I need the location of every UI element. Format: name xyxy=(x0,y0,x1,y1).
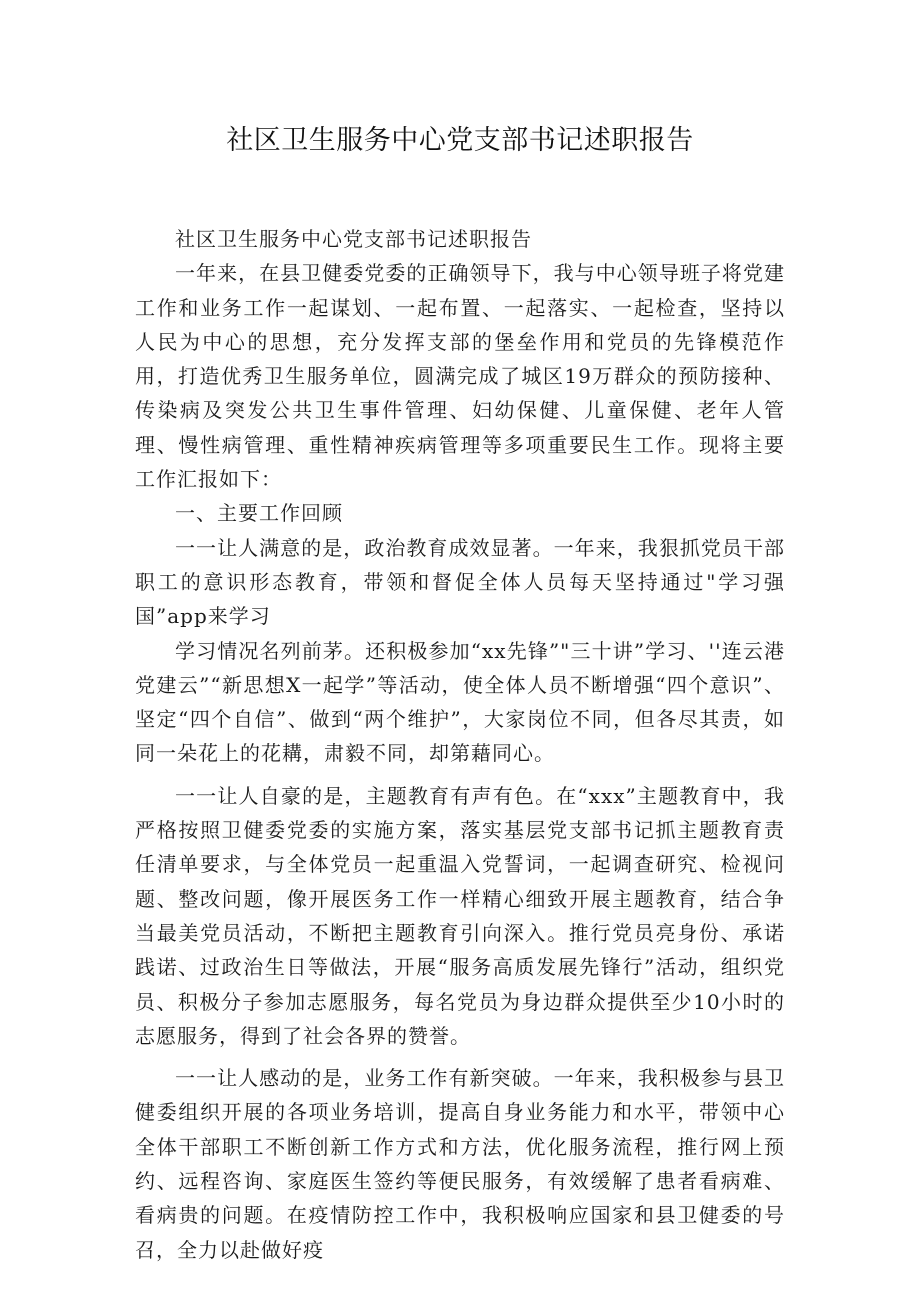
subtitle-paragraph: 社区卫生服务中心党支部书记述职报告 xyxy=(175,227,532,251)
body-paragraph: 学习情况名列前茅。还积极参加“xx先锋”"三十讲”学习、''连云港党建云”“新思想X一起学”等活动，使全体人员不断增强“四个意识”、坚定“四个自信”、做到“两个维护”，大家岗位不同，但各尽其责，如同一朵花上的花耩，肃毅不同，却第藉同心。 xyxy=(135,638,785,766)
document-title: 社区卫生服务中心党支部书记述职报告 xyxy=(226,125,694,156)
document-body xyxy=(135,222,785,1267)
body-paragraph: 一一让人自豪的是，主题教育有声有色。在“xxx”主题教育中，我严格按照卫健委党委的实施方案，落实基层党支部书记抓主题教育责任清单要求，与全体党员一起重温入党誓词，一起调查研究、检视问题、整改问题，像开展医务工作一样精心细致开展主题教育，结合争当最美党员活动，不断把主题教育引向深入。推行党员亮身份、承诺践诺、过政治生日等做法，开展“服务高质发展先锋行”活动，组织党员、积极分子参加志愿服务，每名党员为身边群众提供至少10小时的志愿服务，得到了社会各界的赞誉。 xyxy=(135,783,785,1048)
body-paragraph: 一一让人感动的是，业务工作有新突破。一年来，我积极参与县卫健委组织开展的各项业务培训，提高自身业务能力和水平，带领中心全体干部职工不断创新工作方式和方法，优化服务流程，推行网上预约、远程咨询、家庭医生签约等便民服务，有效缓解了患者看病难、看病贵的问题。在疫情防控工作中，我积极响应国家和县卫健委的号召，全力以赴做好疫 xyxy=(135,1066,785,1262)
body-paragraph: 一一让人满意的是，政治教育成效显著。一年来，我狠抓党员干部职工的意识形态教育，带领和督促全体人员每天坚持通过"学习强国”app来学习 xyxy=(135,535,785,629)
intro-paragraph: 一年来，在县卫健委党委的正确领导下，我与中心领导班子将党建工作和业务工作一起谋划、一起布置、一起落实、一起检查，坚持以人民为中心的思想，充分发挥支部的堡垒作用和党员的先锋模范作用，打造优秀卫生服务单位，圆满完成了城区19万群众的预防接种、传染病及突发公共卫生事件管理、妇幼保健、儿童保健、老年人管理、慢性病管理、重性精神疾病管理等多项重要民生工作。现将主要工作汇报如下： xyxy=(135,261,785,492)
section-heading: 一、主要工作回顾 xyxy=(175,501,343,526)
